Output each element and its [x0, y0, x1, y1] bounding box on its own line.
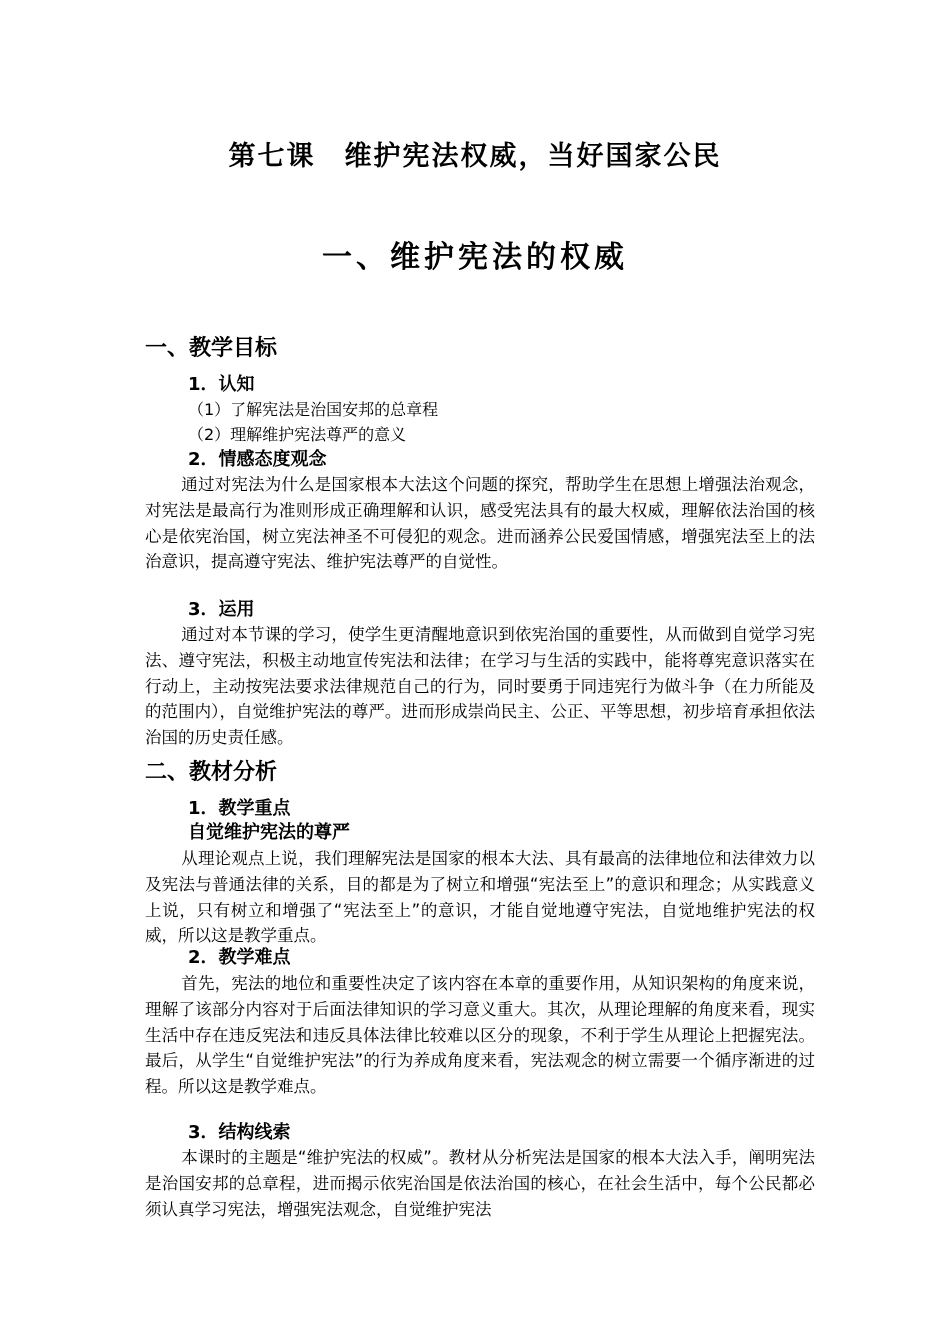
key-point-heading: 1．教学重点	[188, 798, 291, 819]
cognition-heading: 1．认知	[188, 374, 255, 395]
cognition-item-1: （1）了解宪法是治国安邦的总章程	[188, 400, 439, 419]
structure-heading: 3．结构线索	[188, 1122, 291, 1143]
key-point-paragraph: 从理论观点上说，我们理解宪法是国家的根本大法、具有最高的法律地位和法律效力以及宪法与普通法律的关系，目的都是为了树立和增强“宪法至上”的意识和理念；从实践意义上说，只有树立和增强了“宪法至上”的意识，才能自觉地遵守宪法，自觉地维护宪法的权威，所以这是教学重点。	[145, 849, 815, 946]
analysis-heading: 二、教材分析	[145, 760, 278, 785]
emotion-heading: 2．情感态度观念	[188, 449, 327, 470]
structure-paragraph: 本课时的主题是“维护宪法的权威”。教材从分析宪法是国家的根本大法入手，阐明宪法是治国安邦的总章程，进而揭示依宪治国是依法治国的核心，在社会生活中，每个公民都必须认真学习宪法，增强宪法观念，自觉维护宪法	[145, 1148, 815, 1219]
difficulty-paragraph: 首先，宪法的地位和重要性决定了该内容在本章的重要作用，从知识架构的角度来说，理解了该部分内容对于后面法律知识的学习意义重大。其次，从理论理解的角度来看，现实生活中存在违反宪法和违反具体法律比较难以区分的现象，不利于学生从理论上把握宪法。最后，从学生“自觉维护宪法”的行为养成角度来看，宪法观念的树立需要一个循序渐进的过程。所以这是教学难点。	[145, 974, 815, 1097]
document-title: 第七课 维护宪法权威，当好国家公民	[228, 141, 722, 172]
emotion-paragraph: 通过对宪法为什么是国家根本大法这个问题的探究，帮助学生在思想上增强法治观念，对宪法是最高行为准则形成正确理解和认识，感受宪法具有的最大权威，理解依法治国的核心是依宪治国，树立宪法神圣不可侵犯的观念。进而涵养公民爱国情感，增强宪法至上的法治意识，提高遵守宪法、维护宪法尊严的自觉性。	[145, 475, 815, 572]
key-point-subheading: 自觉维护宪法的尊严	[188, 822, 350, 843]
cognition-item-2: （2）理解维护宪法尊严的意义	[188, 425, 407, 444]
difficulty-heading: 2．教学难点	[188, 947, 291, 968]
section-title: 一、维护宪法的权威	[322, 240, 628, 275]
application-paragraph: 通过对本节课的学习，使学生更清醒地意识到依宪治国的重要性，从而做到自觉学习宪法、遵守宪法，积极主动地宣传宪法和法律；在学习与生活的实践中，能将尊宪意识落实在行动上，主动按宪法要求法律规范自己的行为，同时要勇于同违宪行为做斗争（在力所能及的范围内），自觉维护宪法的尊严。进而形成崇尚民主、公正、平等思想，初步培育承担依法治国的历史责任感。	[145, 625, 815, 748]
application-heading: 3．运用	[188, 599, 255, 620]
objectives-heading: 一、教学目标	[145, 336, 278, 361]
